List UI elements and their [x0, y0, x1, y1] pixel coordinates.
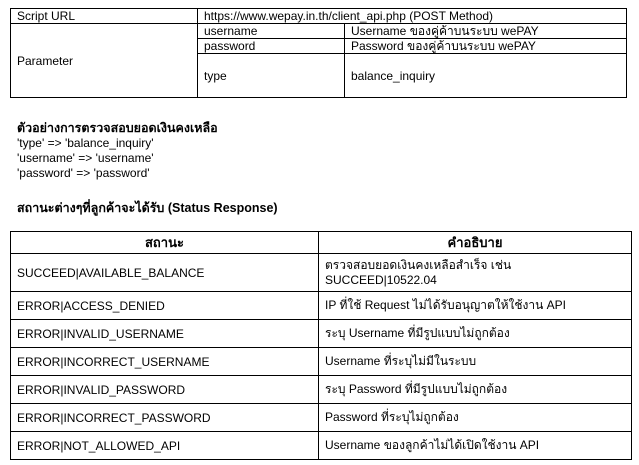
status-description: ระบุ Username ที่มีรูปแบบไม่ถูกต้อง	[319, 320, 632, 348]
status-description: Username ที่ระบุไม่มีในระบบ	[319, 348, 632, 376]
param-desc: Username ของคู่ค้าบนระบบ wePAY	[345, 24, 627, 39]
status-response-table	[10, 231, 632, 460]
status-description	[319, 254, 632, 292]
status-description: ระบุ Password ที่มีรูปแบบไม่ถูกต้อง	[319, 376, 632, 404]
status-column-header: สถานะ	[11, 232, 319, 254]
table-row	[11, 432, 632, 460]
status-description: IP ที่ใช้ Request ไม่ได้รับอนุญาตให้ใช้งาน API	[319, 292, 632, 320]
param-desc: Password ของคู่ค้าบนระบบ wePAY	[345, 39, 627, 54]
status-code: ERROR|NOT_ALLOWED_API	[11, 432, 319, 460]
status-code: SUCCEED|AVAILABLE_BALANCE	[11, 254, 319, 292]
table-row	[11, 376, 632, 404]
example-section	[17, 121, 218, 181]
example-line: 'type' => 'balance_inquiry'	[17, 136, 154, 150]
param-name: password	[198, 39, 345, 54]
example-line: 'username' => 'username'	[17, 151, 154, 165]
script-url-value: https://www.wepay.in.th/client_api.php (POST Method)	[198, 9, 627, 24]
param-name: username	[198, 24, 345, 39]
table-row	[11, 320, 632, 348]
api-parameter-table	[10, 8, 627, 98]
status-description-line: ตรวจสอบยอดเงินคงเหลือสำเร็จ เช่น	[325, 257, 512, 272]
script-url-label: Script URL	[11, 9, 198, 24]
table-row	[11, 254, 632, 292]
param-name: type	[198, 54, 345, 98]
script-url-row	[11, 9, 627, 24]
table-row	[11, 404, 632, 432]
status-description: Username ของลูกค้าไม่ได้เปิดใช้งาน API	[319, 432, 632, 460]
parameter-label: Parameter	[11, 24, 198, 98]
description-column-header: คำอธิบาย	[319, 232, 632, 254]
example-line: 'password' => 'password'	[17, 166, 150, 180]
status-code: ERROR|INCORRECT_PASSWORD	[11, 404, 319, 432]
status-heading: สถานะต่างๆที่ลูกค้าจะได้รับ (Status Response)	[17, 201, 278, 215]
param-row	[11, 24, 627, 39]
status-description: Password ที่ระบุไม่ถูกต้อง	[319, 404, 632, 432]
status-code: ERROR|INVALID_USERNAME	[11, 320, 319, 348]
status-code: ERROR|INCORRECT_USERNAME	[11, 348, 319, 376]
status-header-row	[11, 232, 632, 254]
param-desc: balance_inquiry	[345, 54, 627, 98]
table-row	[11, 292, 632, 320]
status-description-line: SUCCEED|10522.04	[325, 272, 437, 287]
status-code: ERROR|INVALID_PASSWORD	[11, 376, 319, 404]
status-code: ERROR|ACCESS_DENIED	[11, 292, 319, 320]
table-row	[11, 348, 632, 376]
example-heading: ตัวอย่างการตรวจสอบยอดเงินคงเหลือ	[17, 121, 218, 135]
